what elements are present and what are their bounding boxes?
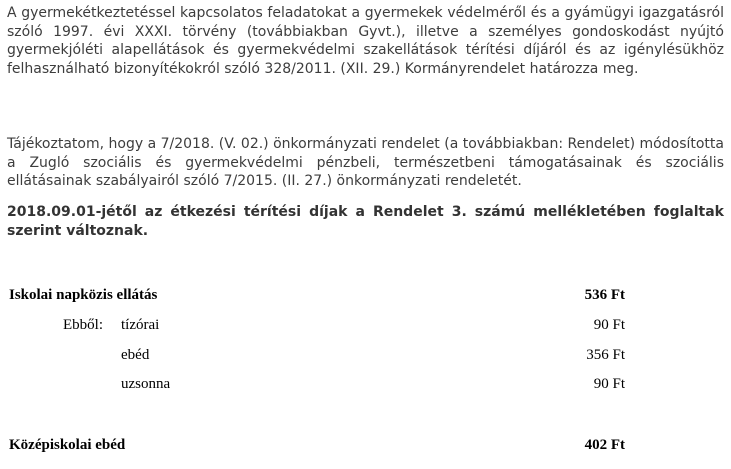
notice-paragraph: Tájékoztatom, hogy a 7/2018. (V. 02.) önkormányzati rendelet (a továbbiakban: Rendelet) módosította a Zugló szociális és gyermekvédelmi pénzbeli, természetbeni támogatásainak és szociális ellátásainak szabályairól szóló 7/2015. (II. 27.) önkormányzati rendeletét. (7, 136, 724, 189)
item-label-ebed: ebéd (121, 347, 150, 363)
highschool-fee-total: 402 Ft (584, 437, 625, 453)
change-notice-bold: 2018.09.01-jétől az étkezési térítési díjak a Rendelet 3. számú mellékletében foglaltak szerint változnak. (7, 204, 724, 239)
school-fee-total: 536 Ft (584, 287, 625, 303)
intro-paragraph: A gyermekétkeztetéssel kapcsolatos feladatokat a gyermekek védelméről és a gyámügyi igazgatásról szóló 1997. évi XXXI. törvény (továbbiakban Gyvt.), illetve a személyes gondoskodást nyújtó gyermekjóléti alapellátások és gyermekvédelmi szakellátások térítési díjáról és az igénylésükhöz felhasználható bizonyítékokról szóló 328/2011. (XII. 29.) Kormányrendelet határozza meg. (7, 5, 724, 77)
item-label-tizorai: tízórai (121, 317, 160, 333)
item-price-tizorai: 90 Ft (593, 317, 625, 333)
breakdown-label: Ebből: (63, 317, 103, 333)
item-price-uzsonna: 90 Ft (593, 376, 625, 392)
highschool-fee-label: Középiskolai ebéd (9, 437, 126, 453)
school-fee-label: Iskolai napközis ellátás (9, 287, 158, 303)
item-label-uzsonna: uzsonna (121, 376, 171, 392)
item-price-ebed: 356 Ft (586, 347, 625, 363)
